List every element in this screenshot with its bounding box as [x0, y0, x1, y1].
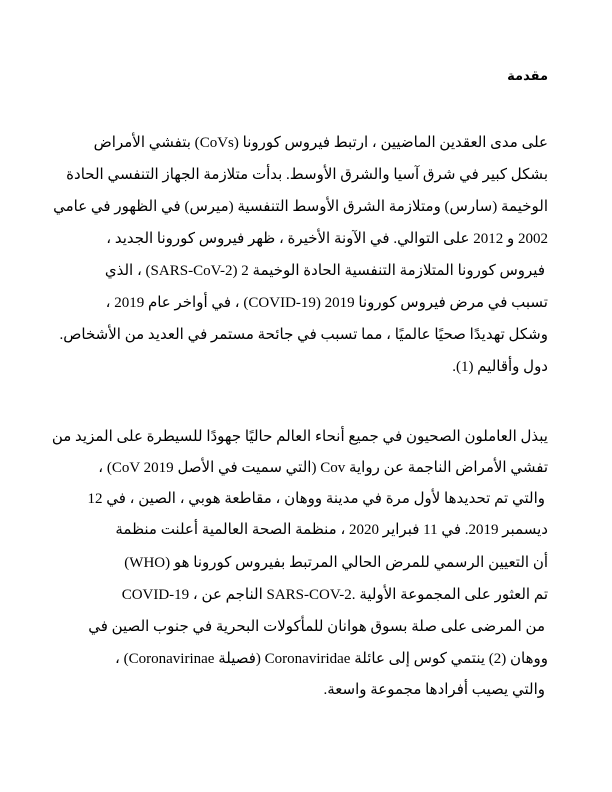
text-line: على مدى العقدين الماضيين ، ارتبط فيروس كورونا (CoVs) بتفشي الأمراض: [93, 135, 548, 151]
text-line: تفشي الأمراض الناجمة عن رواية Cov (التي سميت في الأصل CoV 2019) ،: [98, 460, 548, 476]
text-line: COVID-19 ، الناجم عن SARS-COV-2. تم العثور على المجموعة الأولية: [121, 587, 548, 603]
text-line: بشكل كبير في شرق آسيا والشرق الأوسط. بدأت متلازمة الجهاز التنفسي الحادة: [66, 167, 548, 183]
text-line: والتي تم تحديدها لأول مرة في مدينة ووهان ، مقاطعة هوبي ، الصين ، في 12: [87, 491, 545, 507]
text-line: يبذل العاملون الصحيون في جميع أنحاء العالم حاليًا جهودًا للسيطرة على المزيد من: [51, 429, 548, 445]
text-line: ديسمبر 2019. في 11 فبراير 2020 ، منظمة الصحة العالمية أعلنت منظمة: [115, 522, 548, 538]
text-line: من المرضى على صلة بسوق هوانان للمأكولات البحرية في جنوب الصين في: [88, 619, 545, 635]
section-heading: مقدمة: [507, 68, 548, 83]
text-line: فيروس كورونا المتلازمة التنفسية الحادة الوخيمة 2 (SARS-CoV-2) ، الذي: [104, 263, 545, 279]
text-line: ووهان (2) ينتمي كوس إلى عائلة Coronaviridae (فصيلة Coronavirinae) ،: [115, 651, 548, 667]
text-line: تسبب في مرض فيروس كورونا 2019 (COVID-19) ، في أواخر عام 2019 ،: [105, 295, 548, 311]
text-line: الوخيمة (سارس) ومتلازمة الشرق الأوسط التنفسية (ميرس) في الظهور في عامي: [53, 199, 548, 215]
text-line: والتي يصيب أفرادها مجموعة واسعة.: [323, 682, 545, 698]
text-line: وشكل تهديدًا صحيًا عالميًا ، مما تسبب في جائحة مستمر في العديد من الأشخاص.: [59, 327, 548, 343]
text-line: 2002 و 2012 على التوالي. في الآونة الأخيرة ، ظهر فيروس كورونا الجديد ،: [106, 231, 548, 247]
text-line: (WHO) أن التعيين الرسمي للمرض الحالي المرتبط بفيروس كورونا هو: [124, 555, 548, 571]
text-line: دول وأقاليم (1).: [452, 359, 548, 375]
